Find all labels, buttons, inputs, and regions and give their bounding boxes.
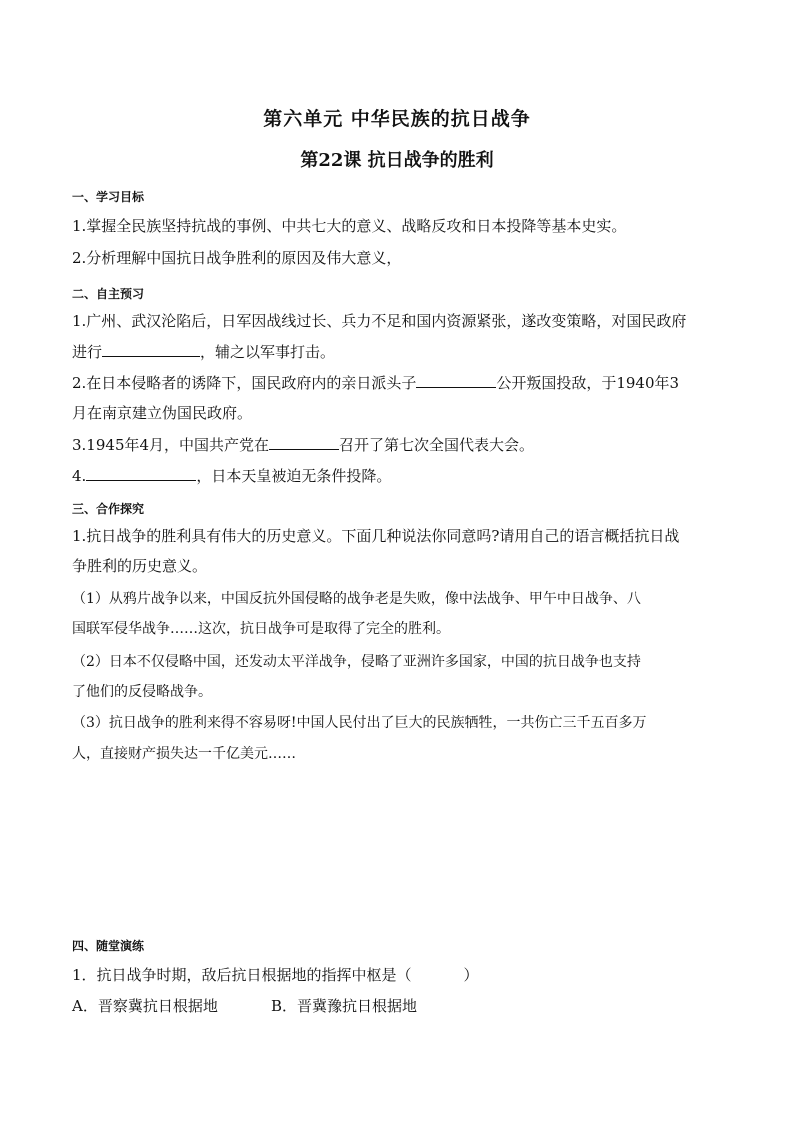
viewpoint-1-line1: （1）从鸦片战争以来，中国反抗外国侵略的战争老是失败，像中法战争、甲午中日战争、八 [72, 591, 641, 607]
explore-question-line2: 争胜利的历史意义。 [72, 557, 208, 575]
preview-q1-line1: 1.广州、武汉沦陷后，日军因战线过长、兵力不足和国内资源紧张，遂改变策略，对国民政府 [72, 312, 687, 330]
objective-item: 2.分析理解中国抗日战争胜利的原因及伟大意义， [72, 249, 402, 267]
viewpoint-3-line1: （3）抗日战争的胜利来得不容易呀!中国人民付出了巨大的民族牺牲，一共伤亡三千五百多万 [72, 715, 647, 731]
preview-q2-prefix: 2.在日本侵略者的诱降下，国民政府内的亲日派头子 [72, 374, 417, 392]
section-heading-preview: 二、自主预习 [72, 287, 145, 301]
section-heading-practice: 四、随堂演练 [72, 939, 145, 953]
preview-q1-suffix: ，辅之以军事打击。 [200, 343, 336, 361]
practice-q1-close: ） [463, 966, 479, 984]
preview-q3 [72, 435, 534, 455]
practice-q1 [72, 965, 479, 985]
lesson-title: 第22课 抗日战争的胜利 [300, 150, 494, 171]
preview-q2-suffix: 公开叛国投敌，于1940年3 [496, 374, 680, 392]
answer-blank[interactable] [86, 466, 196, 481]
preview-q4-prefix: 4. [72, 467, 87, 485]
answer-blank[interactable] [269, 435, 339, 450]
preview-q1-line2 [72, 342, 335, 362]
preview-q2-line1 [72, 373, 679, 393]
viewpoint-2-line2: 了他们的反侵略战争。 [72, 684, 212, 700]
answer-blank[interactable] [102, 342, 200, 357]
practice-q1-option-a[interactable]: A．晋察冀抗日根据地 [72, 997, 218, 1015]
preview-q4 [72, 466, 391, 486]
preview-q2-line2: 月在南京建立伪国民政府。 [72, 404, 253, 422]
practice-q1-option-b[interactable]: B．晋冀豫抗日根据地 [271, 997, 418, 1015]
unit-title: 第六单元 中华民族的抗日战争 [263, 108, 531, 130]
objective-item: 1.掌握全民族坚持抗战的事例、中共七大的意义、战略反攻和日本投降等基本史实。 [72, 217, 627, 235]
explore-question-line1: 1.抗日战争的胜利具有伟大的历史意义。下面几种说法你同意吗?请用自己的语言概括抗日战 [72, 527, 680, 545]
preview-q1-prefix: 进行 [72, 343, 103, 361]
practice-q1-stem: 1．抗日战争时期，敌后抗日根据地的指挥中枢是（ [72, 966, 412, 984]
answer-blank[interactable] [416, 373, 496, 388]
preview-q3-prefix: 3.1945年4月，中国共产党在 [72, 436, 270, 454]
viewpoint-1-line2: 国联军侵华战争……这次，抗日战争可是取得了完全的胜利。 [72, 621, 450, 637]
section-heading-explore: 三、合作探究 [72, 502, 145, 516]
preview-q4-suffix: ，日本天皇被迫无条件投降。 [196, 467, 392, 485]
preview-q3-suffix: 召开了第七次全国代表大会。 [339, 436, 535, 454]
viewpoint-2-line1: （2）日本不仅侵略中国，还发动太平洋战争，侵略了亚洲许多国家，中国的抗日战争也支持 [72, 654, 641, 670]
section-heading-objectives: 一、学习目标 [72, 190, 145, 204]
viewpoint-3-line2: 人，直接财产损失达一千亿美元…… [72, 746, 296, 762]
